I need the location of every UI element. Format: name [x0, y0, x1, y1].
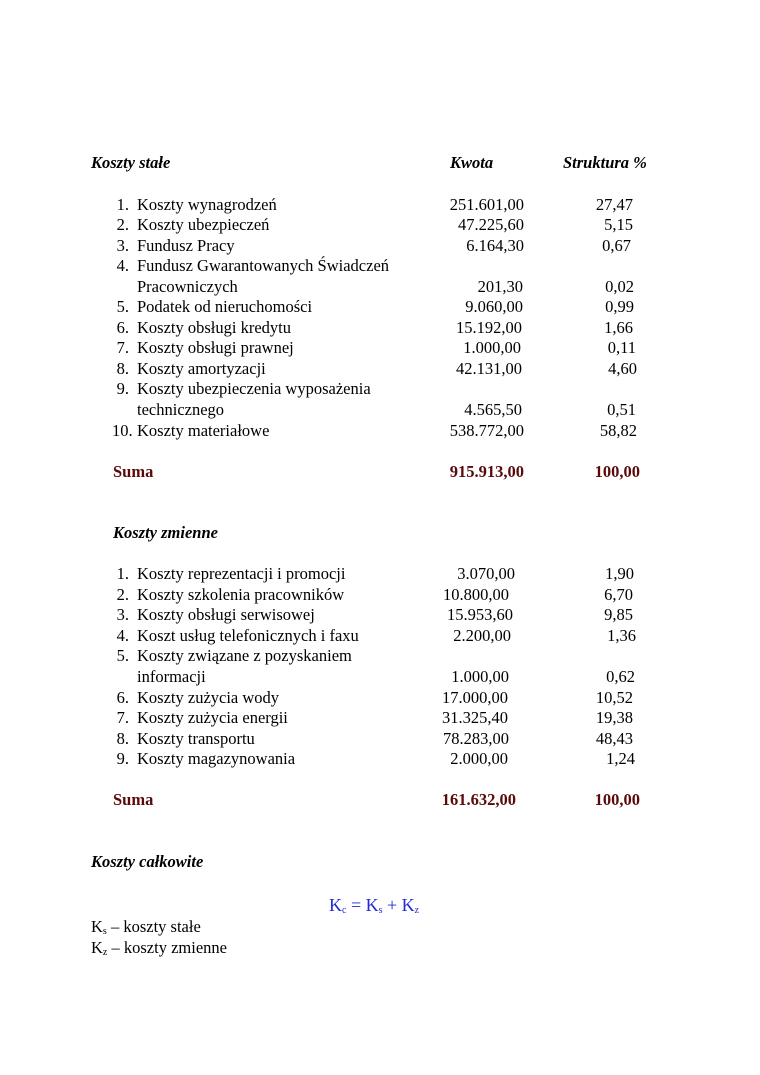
cost-name: Koszty transportu — [137, 729, 255, 748]
cost-amount: 1.000,00 — [451, 667, 509, 686]
cost-amount: 15.192,00 — [456, 318, 522, 337]
legend-variable-costs — [91, 938, 227, 963]
cost-amount: 42.131,00 — [456, 359, 522, 378]
formula-equals: = — [346, 895, 366, 915]
total-costs-title: Koszty całkowite — [91, 852, 204, 871]
total-cost-formula — [329, 895, 419, 921]
cost-amount: 9.060,00 — [465, 297, 523, 316]
legend-sub: s — [102, 926, 107, 937]
legend-text: – koszty zmienne — [107, 938, 227, 957]
row-number: 8. — [116, 359, 129, 378]
formula-k: K — [365, 895, 379, 915]
cost-percent: 0,67 — [602, 236, 631, 255]
cost-amount: 2.000,00 — [450, 749, 508, 768]
cost-percent: 0,02 — [605, 277, 634, 296]
row-number: 5. — [116, 646, 129, 665]
fixed-sum-amount: 915.913,00 — [449, 462, 524, 481]
row-number: 4. — [116, 626, 129, 645]
cost-name: Koszty wynagrodzeń — [137, 195, 277, 214]
fixed-sum-percent: 100,00 — [594, 462, 640, 481]
formula-k: K — [401, 895, 415, 915]
row-number: 5. — [116, 297, 129, 316]
row-number: 3. — [116, 236, 129, 255]
cost-name: Koszty obsługi serwisowej — [137, 605, 315, 624]
variable-sum-percent: 100,00 — [594, 790, 640, 809]
legend-k: K — [91, 938, 103, 957]
cost-amount: 2.200,00 — [453, 626, 511, 645]
cost-percent: 1,24 — [606, 749, 635, 768]
cost-amount: 15.953,60 — [447, 605, 513, 624]
row-number: 2. — [116, 585, 129, 604]
cost-percent: 4,60 — [608, 359, 637, 378]
formula-plus: + — [382, 895, 402, 915]
cost-amount: 1.000,00 — [463, 338, 521, 357]
formula-sub-s: s — [378, 905, 383, 916]
cost-percent: 10,52 — [595, 688, 633, 707]
cost-amount: 47.225,60 — [458, 215, 524, 234]
row-number: 7. — [116, 708, 129, 727]
cost-amount: 31.325,40 — [442, 708, 508, 727]
cost-name: Koszty związane z pozyskaniem — [137, 646, 352, 665]
cost-percent: 0,11 — [607, 338, 636, 357]
cost-amount: 17.000,00 — [442, 688, 508, 707]
cost-amount: 251.601,00 — [449, 195, 524, 214]
structure-column-header: Struktura % — [563, 153, 647, 172]
row-number: 6. — [116, 688, 129, 707]
row-number: 10. — [112, 421, 133, 440]
cost-percent: 19,38 — [595, 708, 633, 727]
row-number: 9. — [116, 749, 129, 768]
cost-percent: 58,82 — [599, 421, 637, 440]
amount-column-header: Kwota — [450, 153, 494, 172]
cost-name: Koszty obsługi prawnej — [137, 338, 294, 357]
cost-name: Fundusz Gwarantowanych Świadczeń — [137, 256, 390, 275]
row-number: 1. — [116, 564, 129, 583]
cost-name: Koszty reprezentacji i promocji — [137, 564, 346, 583]
fixed-sum-label: Suma — [113, 462, 154, 481]
cost-name: Koszty materiałowe — [137, 421, 270, 440]
row-number: 1. — [116, 195, 129, 214]
cost-name: Koszt usług telefonicznych i faxu — [137, 626, 359, 645]
row-number: 6. — [116, 318, 129, 337]
cost-amount: 10.800,00 — [443, 585, 509, 604]
formula-k: K — [329, 895, 342, 915]
cost-name: Koszty ubezpieczenia wyposażenia — [137, 379, 371, 398]
cost-name: Koszty ubezpieczeń — [137, 215, 270, 234]
row-number: 2. — [116, 215, 129, 234]
cost-amount: 6.164,30 — [466, 236, 524, 255]
cost-amount: 3.070,00 — [457, 564, 515, 583]
legend-text: – koszty stałe — [106, 917, 201, 936]
cost-name: Koszty szkolenia pracowników — [137, 585, 345, 604]
cost-percent: 1,66 — [604, 318, 633, 337]
cost-percent: 0,99 — [605, 297, 634, 316]
cost-percent: 9,85 — [604, 605, 633, 624]
row-number: 3. — [116, 605, 129, 624]
cost-amount: 201,30 — [477, 277, 523, 296]
cost-percent: 1,36 — [607, 626, 636, 645]
row-number: 9. — [116, 379, 129, 398]
cost-name: Fundusz Pracy — [137, 236, 235, 255]
cost-percent: 48,43 — [595, 729, 633, 748]
variable-sum-label: Suma — [113, 790, 154, 809]
cost-percent: 0,51 — [607, 400, 636, 419]
cost-amount: 4.565,50 — [464, 400, 522, 419]
cost-name: Koszty magazynowania — [137, 749, 296, 768]
cost-name: Koszty obsługi kredytu — [137, 318, 291, 337]
cost-amount: 538.772,00 — [449, 421, 524, 440]
legend-k: K — [91, 917, 103, 936]
cost-percent: 1,90 — [605, 564, 634, 583]
cost-amount: 78.283,00 — [443, 729, 509, 748]
cost-percent: 27,47 — [595, 195, 633, 214]
cost-name-continued: technicznego — [137, 400, 225, 419]
cost-name: Podatek od nieruchomości — [137, 297, 313, 316]
cost-name: Koszty zużycia energii — [137, 708, 288, 727]
cost-name-continued: informacji — [137, 667, 206, 686]
row-number: 4. — [116, 256, 129, 275]
cost-percent: 0,62 — [606, 667, 635, 686]
row-number: 8. — [116, 729, 129, 748]
row-number: 7. — [116, 338, 129, 357]
legend-sub: z — [102, 947, 108, 958]
cost-percent: 6,70 — [604, 585, 633, 604]
cost-name: Koszty amortyzacji — [137, 359, 266, 378]
formula-sub-c: c — [342, 905, 347, 916]
variable-costs-title: Koszty zmienne — [113, 523, 218, 542]
cost-name: Koszty zużycia wody — [137, 688, 280, 707]
cost-name-continued: Pracowniczych — [137, 277, 238, 296]
variable-sum-amount: 161.632,00 — [441, 790, 516, 809]
formula-sub-z: z — [414, 905, 420, 916]
fixed-costs-title: Koszty stałe — [91, 153, 171, 172]
cost-percent: 5,15 — [604, 215, 633, 234]
